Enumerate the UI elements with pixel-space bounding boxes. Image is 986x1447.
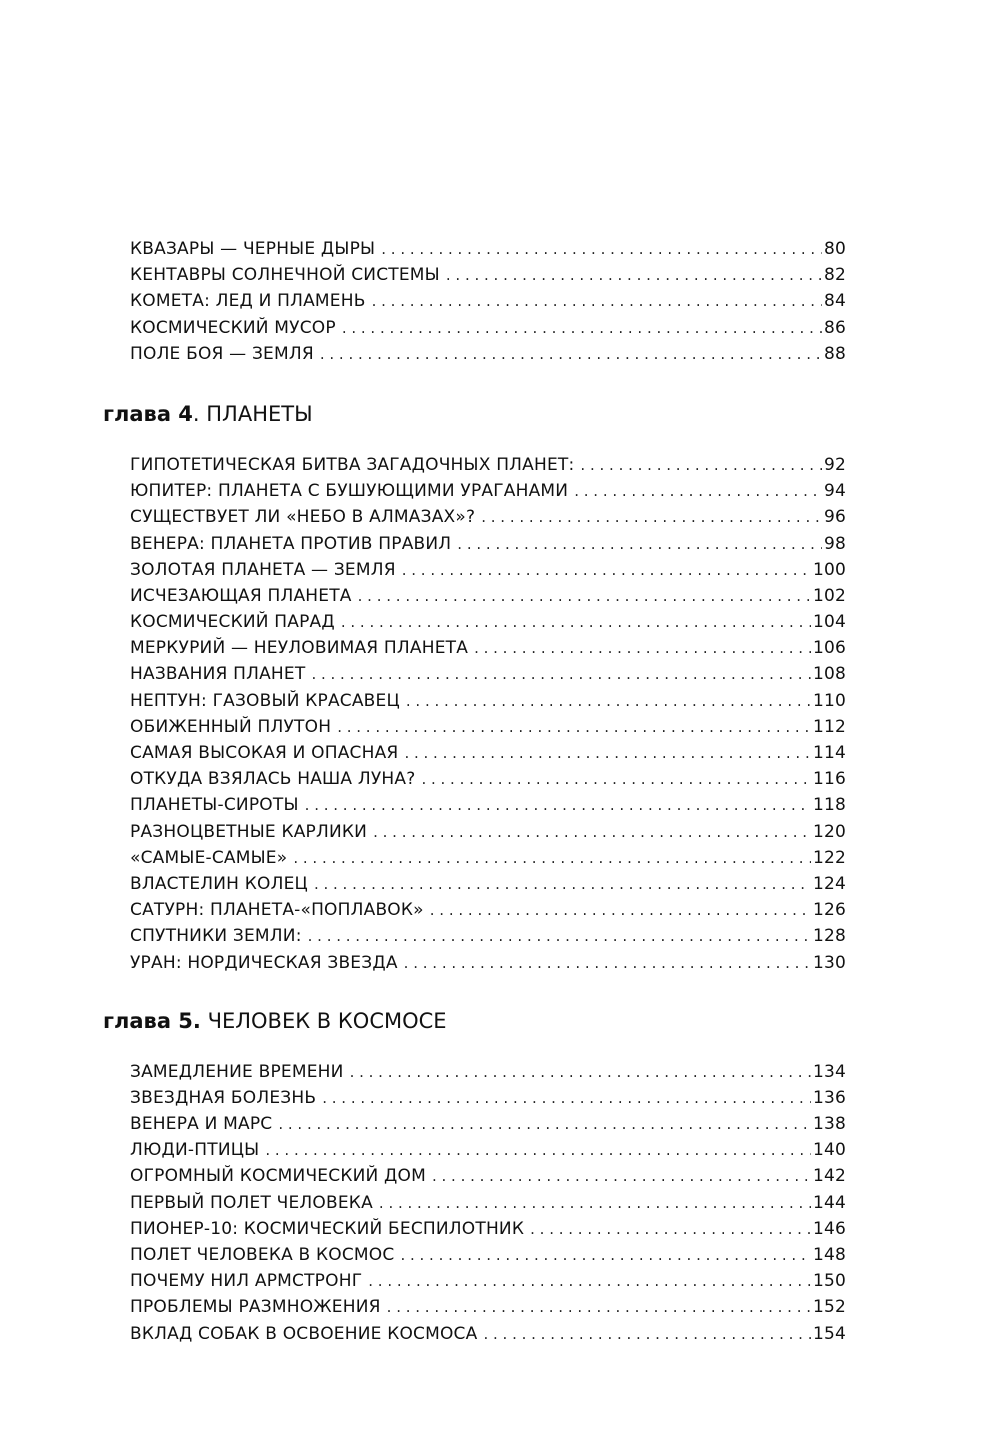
toc-entry-page-number: 104 (812, 612, 846, 633)
toc-entry-page-number: 120 (812, 821, 846, 842)
toc-entry (130, 897, 846, 923)
toc-entry-title: «САМЫЕ-САМЫЕ» (130, 847, 288, 868)
dot-leader (341, 609, 811, 635)
toc-entry-page-number: 108 (812, 664, 846, 685)
toc-entry-page-number: 144 (812, 1192, 846, 1213)
toc-entry (130, 609, 846, 635)
toc-entry (130, 923, 846, 949)
dot-leader (457, 531, 822, 557)
toc-entry-title: ЛЮДИ-ПТИЦЫ (130, 1140, 260, 1161)
toc-entry-title: ВКЛАД СОБАК В ОСВОЕНИЕ КОСМОСА (130, 1323, 478, 1344)
dot-leader (430, 897, 811, 923)
toc-entry-title: ОГРОМНЫЙ КОСМИЧЕСКИЙ ДОМ (130, 1166, 426, 1187)
chapter-title: . ПЛАНЕТЫ (192, 401, 313, 426)
toc-entry-title: САТУРН: ПЛАНЕТА-«ПОПЛАВОК» (130, 900, 424, 921)
dot-leader (406, 688, 811, 714)
toc-entry-title: ПОЛЕТ ЧЕЛОВЕКА В КОСМОС (130, 1245, 395, 1265)
dot-leader (342, 315, 822, 341)
toc-entry-title: ПОЛЕ БОЯ — ЗЕМЛЯ (130, 343, 314, 364)
toc-entry (130, 341, 846, 367)
toc-entry (130, 452, 846, 478)
dot-leader (402, 557, 811, 583)
toc-entry (130, 262, 846, 288)
dot-leader (311, 661, 811, 687)
toc-entry-title: КВАЗАРЫ — ЧЕРНЫЕ ДЫРЫ (130, 239, 376, 259)
toc-entry (130, 1059, 846, 1085)
toc-entry-title: НЕПТУН: ГАЗОВЫЙ КРАСАВЕЦ (130, 690, 400, 711)
dot-leader (314, 871, 811, 897)
chapter-label: глава 4 (103, 401, 193, 426)
toc-entry-page-number: 84 (823, 291, 846, 312)
toc-entry-page-number: 138 (812, 1114, 846, 1135)
toc-entry-title: ПИОНЕР-10: КОСМИЧЕСКИЙ БЕСПИЛОТНИК (130, 1218, 525, 1239)
chapter-label: глава 5. (103, 1008, 201, 1033)
toc-entry (130, 635, 846, 661)
toc-entry (130, 1190, 846, 1216)
toc-entry-title: УРАН: НОРДИЧЕСКАЯ ЗВЕЗДА (130, 952, 398, 973)
dot-leader (387, 1294, 811, 1320)
dot-leader (320, 341, 822, 367)
dot-leader (400, 1242, 810, 1268)
toc-entry-title: КОМЕТА: ЛЕД И ПЛАМЕНЬ (130, 291, 366, 312)
toc-entry-page-number: 110 (812, 690, 846, 711)
toc-entry-page-number: 136 (812, 1087, 846, 1108)
toc-entry (130, 688, 846, 714)
dot-leader (574, 478, 822, 504)
toc-entry-page-number: 96 (823, 507, 846, 528)
toc-entry-page-number: 106 (812, 638, 846, 659)
dot-leader (293, 845, 811, 871)
toc-entry-title: САМАЯ ВЫСОКАЯ И ОПАСНАЯ (130, 743, 399, 763)
toc-entry (130, 557, 846, 583)
toc-entry-title: КЕНТАВРЫ СОЛНЕЧНОЙ СИСТЕМЫ (130, 265, 440, 286)
toc-entry-page-number: 100 (812, 559, 846, 580)
toc-entry-page-number: 112 (812, 716, 846, 737)
dot-leader (483, 1321, 810, 1347)
toc-entry-page-number: 118 (812, 795, 846, 816)
toc-entry-page-number: 148 (812, 1245, 846, 1265)
toc-entry (130, 845, 846, 871)
dot-leader (278, 1111, 811, 1137)
toc-entry-title: ВЕНЕРА И МАРС (130, 1114, 273, 1135)
chapter-heading (103, 1006, 986, 1036)
dot-leader (474, 635, 811, 661)
dot-leader (350, 1059, 811, 1085)
toc-entry-page-number: 150 (812, 1271, 846, 1292)
dot-leader (308, 923, 811, 949)
dot-leader (373, 819, 811, 845)
toc-entry-title: РАЗНОЦВЕТНЫЕ КАРЛИКИ (130, 821, 368, 842)
toc-entry (130, 819, 846, 845)
toc-entry-page-number: 142 (812, 1166, 846, 1187)
toc-entry (130, 315, 846, 341)
toc-entry-page-number: 134 (812, 1061, 846, 1082)
table-of-contents (0, 236, 986, 1347)
toc-entry-title: ВЕНЕРА: ПЛАНЕТА ПРОТИВ ПРАВИЛ (130, 533, 452, 554)
toc-entry (130, 478, 846, 504)
toc-entry (130, 504, 846, 530)
toc-entry-page-number: 86 (823, 317, 846, 338)
toc-entry-title: НАЗВАНИЯ ПЛАНЕТ (130, 664, 306, 685)
toc-entry (130, 661, 846, 687)
toc-entry-page-number: 80 (823, 239, 846, 259)
toc-entry-title: МЕРКУРИЙ — НЕУЛОВИМАЯ ПЛАНЕТА (130, 638, 469, 659)
toc-entry (130, 871, 846, 897)
dot-leader (404, 740, 810, 766)
toc-entry-page-number: 126 (812, 900, 846, 921)
dot-leader (446, 262, 822, 288)
toc-entry-page-number: 140 (812, 1140, 846, 1161)
dot-leader (481, 504, 822, 530)
dot-leader (404, 950, 811, 976)
toc-entry-page-number: 116 (812, 769, 846, 790)
toc-entry (130, 1268, 846, 1294)
toc-entry-page-number: 130 (812, 952, 846, 973)
toc-entry (130, 1137, 846, 1163)
toc-entry-list (130, 1059, 846, 1347)
toc-entry-page-number: 114 (812, 743, 846, 763)
toc-entry-page-number: 82 (823, 265, 846, 286)
dot-leader (379, 1190, 811, 1216)
toc-entry-title: ЮПИТЕР: ПЛАНЕТА С БУШУЮЩИМИ УРАГАНАМИ (130, 481, 569, 502)
toc-entry-title: СПУТНИКИ ЗЕМЛИ: (130, 926, 302, 947)
toc-entry (130, 1242, 846, 1268)
toc-entry-list (130, 452, 846, 976)
chapter-title: ЧЕЛОВЕК В КОСМОСЕ (200, 1008, 447, 1033)
dot-leader (580, 452, 822, 478)
dot-leader (421, 766, 811, 792)
toc-entry (130, 714, 846, 740)
toc-entry-title: ПЕРВЫЙ ПОЛЕТ ЧЕЛОВЕКА (130, 1192, 373, 1213)
toc-entry-title: ГИПОТЕТИЧЕСКАЯ БИТВА ЗАГАДОЧНЫХ ПЛАНЕТ: (130, 454, 575, 475)
toc-entry-page-number: 128 (812, 926, 846, 947)
toc-entry-title: ВЛАСТЕЛИН КОЛЕЦ (130, 873, 308, 894)
toc-entry-title: СУЩЕСТВУЕТ ЛИ «НЕБО В АЛМАЗАХ»? (130, 507, 476, 528)
toc-entry (130, 1294, 846, 1320)
toc-entry-list (130, 236, 846, 367)
toc-entry-title: ПОЧЕМУ НИЛ АРМСТРОНГ (130, 1271, 363, 1292)
toc-entry (130, 288, 846, 314)
toc-entry-title: ИСЧЕЗАЮЩАЯ ПЛАНЕТА (130, 585, 352, 606)
dot-leader (381, 236, 822, 262)
toc-entry (130, 531, 846, 557)
toc-entry (130, 740, 846, 766)
toc-entry-title: ЗОЛОТАЯ ПЛАНЕТА — ЗЕМЛЯ (130, 559, 396, 580)
toc-entry-title: КОСМИЧЕСКИЙ МУСОР (130, 317, 336, 338)
dot-leader (358, 583, 811, 609)
toc-entry-title: ЗАМЕДЛЕНИЕ ВРЕМЕНИ (130, 1061, 344, 1082)
toc-entry-title: ПЛАНЕТЫ-СИРОТЫ (130, 795, 299, 816)
toc-entry-title: КОСМИЧЕСКИЙ ПАРАД (130, 612, 335, 633)
toc-entry-page-number: 102 (812, 585, 846, 606)
toc-entry-title: ЗВЕЗДНАЯ БОЛЕЗНЬ (130, 1087, 317, 1108)
dot-leader (368, 1268, 811, 1294)
toc-entry (130, 950, 846, 976)
toc-entry (130, 1085, 846, 1111)
dot-leader (265, 1137, 811, 1163)
dot-leader (530, 1216, 811, 1242)
toc-entry (130, 1111, 846, 1137)
toc-entry (130, 792, 846, 818)
dot-leader (337, 714, 811, 740)
toc-entry (130, 766, 846, 792)
toc-entry-title: ОТКУДА ВЗЯЛАСЬ НАША ЛУНА? (130, 769, 416, 790)
dot-leader (372, 288, 822, 314)
toc-entry (130, 1321, 846, 1347)
toc-entry-page-number: 94 (823, 481, 846, 502)
toc-entry-title: ОБИЖЕННЫЙ ПЛУТОН (130, 716, 332, 737)
toc-entry-page-number: 152 (812, 1297, 846, 1318)
toc-entry-page-number: 88 (823, 343, 846, 364)
dot-leader (305, 792, 811, 818)
toc-entry-page-number: 146 (812, 1218, 846, 1239)
toc-entry-page-number: 98 (823, 533, 846, 554)
toc-entry-title: ПРОБЛЕМЫ РАЗМНОЖЕНИЯ (130, 1297, 381, 1318)
toc-entry (130, 1163, 846, 1189)
chapter-heading (103, 399, 986, 429)
dot-leader (432, 1163, 811, 1189)
toc-entry-page-number: 92 (823, 454, 846, 475)
toc-entry-page-number: 124 (812, 873, 846, 894)
dot-leader (322, 1085, 811, 1111)
toc-entry (130, 236, 846, 262)
toc-entry (130, 583, 846, 609)
toc-entry-page-number: 122 (812, 847, 846, 868)
toc-entry (130, 1216, 846, 1242)
toc-entry-page-number: 154 (812, 1323, 846, 1344)
